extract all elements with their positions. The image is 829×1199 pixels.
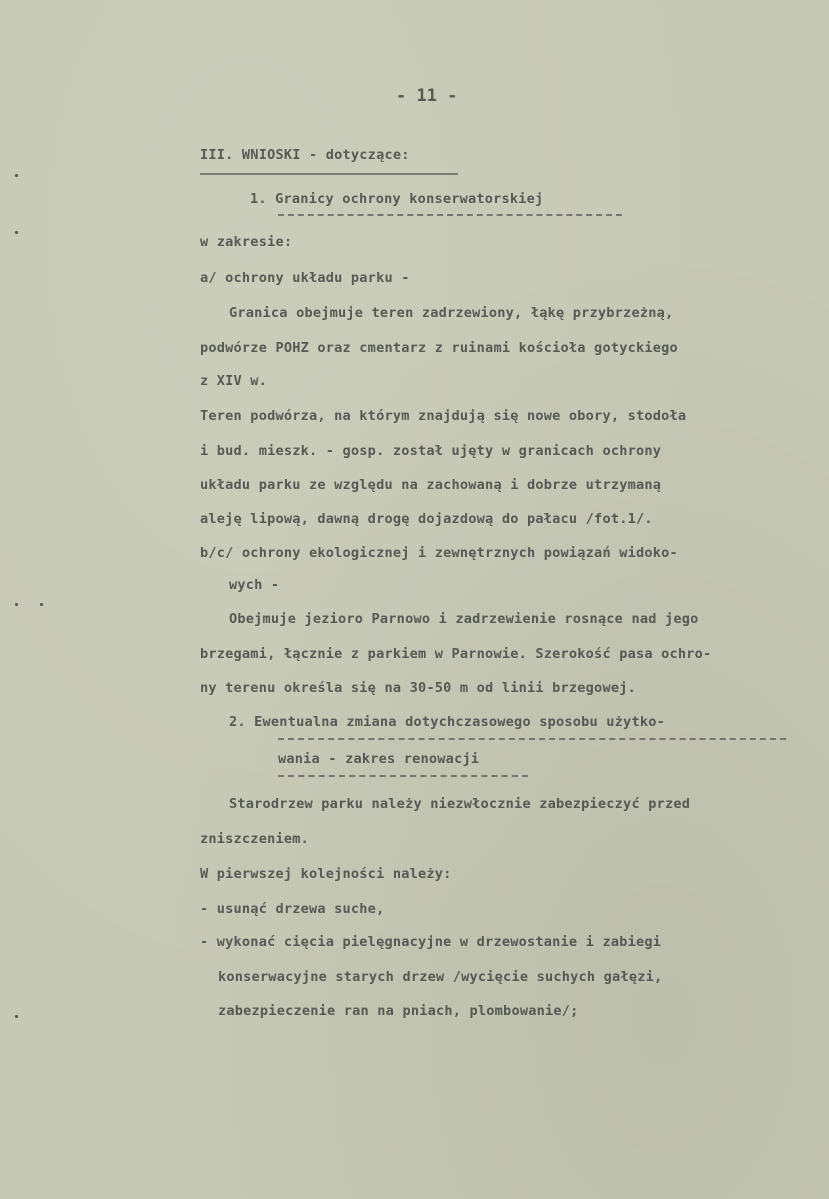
subsection-1-heading: 1. Granicy ochrony konserwatorskiej — [250, 191, 544, 207]
text-line: aleję lipową, dawną drogę dojazdową do pałacu /fot.1/. — [200, 511, 653, 527]
list-item: - wykonać cięcia pielęgnacyjne w drzewostanie i zabiegi — [200, 934, 662, 950]
text-line: ny terenu określa się na 30-50 m od linii brzegowej. — [200, 680, 636, 696]
section-heading: III. WNIOSKI - dotyczące: — [200, 147, 410, 163]
text-line: Obejmuje jezioro Parnowo i zadrzewienie rosnące nad jego — [229, 611, 699, 627]
text-line: wych - — [229, 577, 280, 593]
binding-hole-mark — [15, 1015, 18, 1018]
section-heading-underline — [200, 173, 458, 175]
subsection-2-heading: 2. Ewentualna zmiana dotychczasowego sposobu użytko- — [229, 714, 665, 730]
binding-hole-mark — [40, 603, 43, 606]
binding-hole-mark — [15, 603, 18, 606]
text-line: Granica obejmuje teren zadrzewiony, łąkę przybrzeżną, — [229, 305, 674, 321]
text-line: i bud. mieszk. - gosp. został ujęty w granicach ochrony — [200, 443, 662, 459]
item-bc-heading: b/c/ ochrony ekologicznej i zewnętrznych powiązań widoko- — [200, 545, 678, 561]
binding-hole-mark — [15, 231, 18, 234]
item-a-heading: a/ ochrony układu parku - — [200, 270, 410, 286]
text-line: w zakresie: — [200, 234, 293, 250]
list-item: - usunąć drzewa suche, — [200, 901, 385, 917]
text-line: Teren podwórza, na którym znajdują się nowe obory, stodoła — [200, 408, 687, 424]
list-item-cont: zabezpieczenie ran na pniach, plombowanie/; — [218, 1003, 579, 1019]
binding-hole-mark — [15, 174, 18, 177]
subsection-2-underline-cont — [278, 775, 528, 777]
page-number: - 11 - — [396, 86, 458, 106]
list-item-cont: konserwacyjne starych drzew /wycięcie suchych gałęzi, — [218, 969, 663, 985]
text-line: z XIV w. — [200, 373, 268, 389]
text-line: brzegami, łącznie z parkiem w Parnowie. Szerokość pasa ochro- — [200, 646, 712, 662]
subsection-2-heading-cont: wania - zakres renowacji — [278, 751, 480, 767]
text-line: układu parku ze względu na zachowaną i dobrze utrzymaną — [200, 477, 662, 493]
subsection-1-underline — [278, 214, 622, 216]
text-line: zniszczeniem. — [200, 831, 309, 847]
text-line: W pierwszej kolejności należy: — [200, 866, 452, 882]
text-line: Starodrzew parku należy niezwłocznie zabezpieczyć przed — [229, 796, 691, 812]
text-line: podwórze POHZ oraz cmentarz z ruinami kościoła gotyckiego — [200, 340, 678, 356]
subsection-2-underline — [278, 738, 786, 740]
